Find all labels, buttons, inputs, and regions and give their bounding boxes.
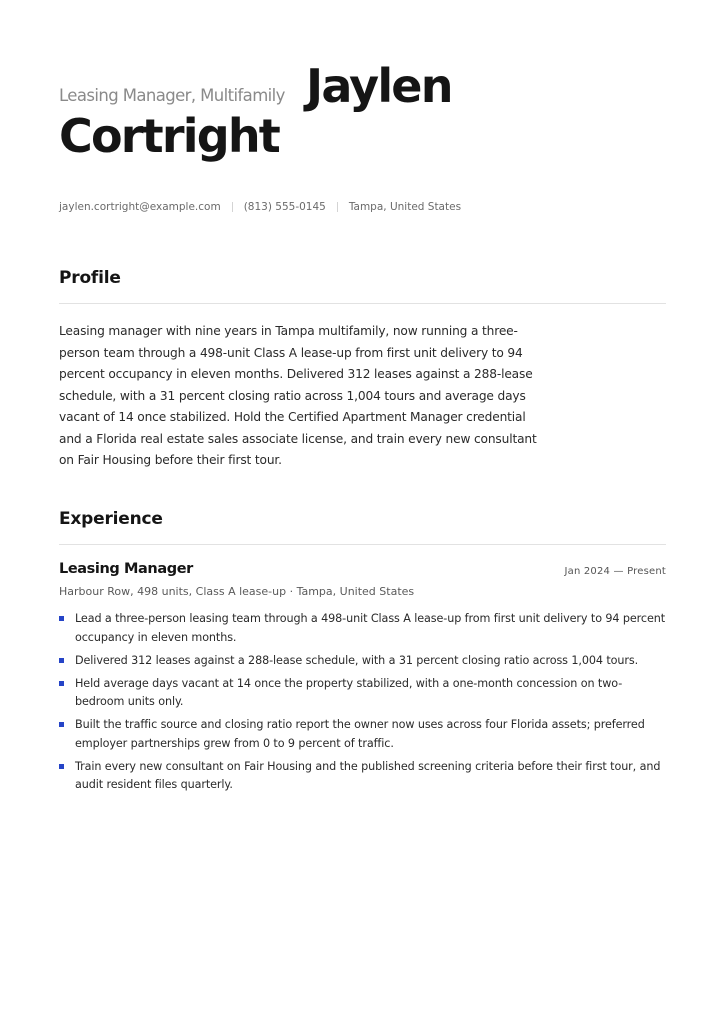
contact-phone: (813) 555-0145 — [243, 201, 326, 213]
bullet-square-icon — [59, 764, 64, 769]
bullet-square-icon — [59, 616, 64, 621]
bullet-text: Built the traffic source and closing ratio report the owner now uses across four Florida assets; preferred employer partnerships grew from 0 to 9 percent of traffic. — [75, 718, 645, 750]
job-bullets — [59, 610, 669, 799]
profile-heading: Profile — [59, 268, 121, 288]
first-name: Jaylen — [306, 59, 452, 113]
job-meta: Harbour Row, 498 units, Class A lease-up · Tampa, United States — [59, 585, 415, 598]
job-title: Leasing Manager — [59, 561, 193, 577]
job-subtitle: Leasing Manager, Multifamily — [59, 86, 285, 105]
bullet-text: Delivered 312 leases against a 288-lease schedule, with a 31 percent closing ratio across 1,004 tours. — [75, 653, 639, 667]
bullet-square-icon — [59, 722, 64, 727]
last-name: Cortright — [59, 109, 279, 163]
contact-location: Tampa, United States — [348, 201, 462, 213]
bullet-text: Train every new consultant on Fair Housing and the published screening criteria before their first tour, and audit resident files quarterly. — [75, 759, 661, 791]
list-item — [59, 758, 669, 795]
list-item — [59, 652, 669, 671]
job-dates: Jan 2024 — Present — [564, 566, 666, 577]
list-item — [59, 610, 669, 647]
contact-divider — [232, 202, 233, 212]
experience-divider — [59, 544, 666, 545]
contact-divider — [337, 202, 338, 212]
bullet-square-icon — [59, 658, 64, 663]
bullet-text: Lead a three-person leasing team through a 498-unit Class A lease-up from first unit delivery to 94 percent occupancy in eleven months. — [75, 612, 666, 644]
list-item — [59, 716, 669, 753]
profile-divider — [59, 303, 666, 304]
list-item — [59, 675, 669, 712]
profile-summary: Leasing manager with nine years in Tampa multifamily, now running a three-person team through a 498-unit Class A lease-up from first unit delivery to 94 percent occupancy in eleven months. Delivered 312 leases against a 288-lease schedule, with a 31 percent closing ratio across 1,004 tours and average days vacant of 14 once stabilized. Hold the Certified Apartment Manager credential and a Florida real estate sales associate license, and train every new consultant on Fair Housing before their first tour. — [59, 324, 537, 467]
bullet-square-icon — [59, 681, 64, 686]
contact-line — [59, 201, 461, 213]
experience-heading: Experience — [59, 509, 163, 529]
bullet-text: Held average days vacant at 14 once the property stabilized, with a one-month concession on two-bedroom units only. — [75, 676, 623, 708]
contact-email: jaylen.cortright@example.com — [59, 201, 221, 213]
